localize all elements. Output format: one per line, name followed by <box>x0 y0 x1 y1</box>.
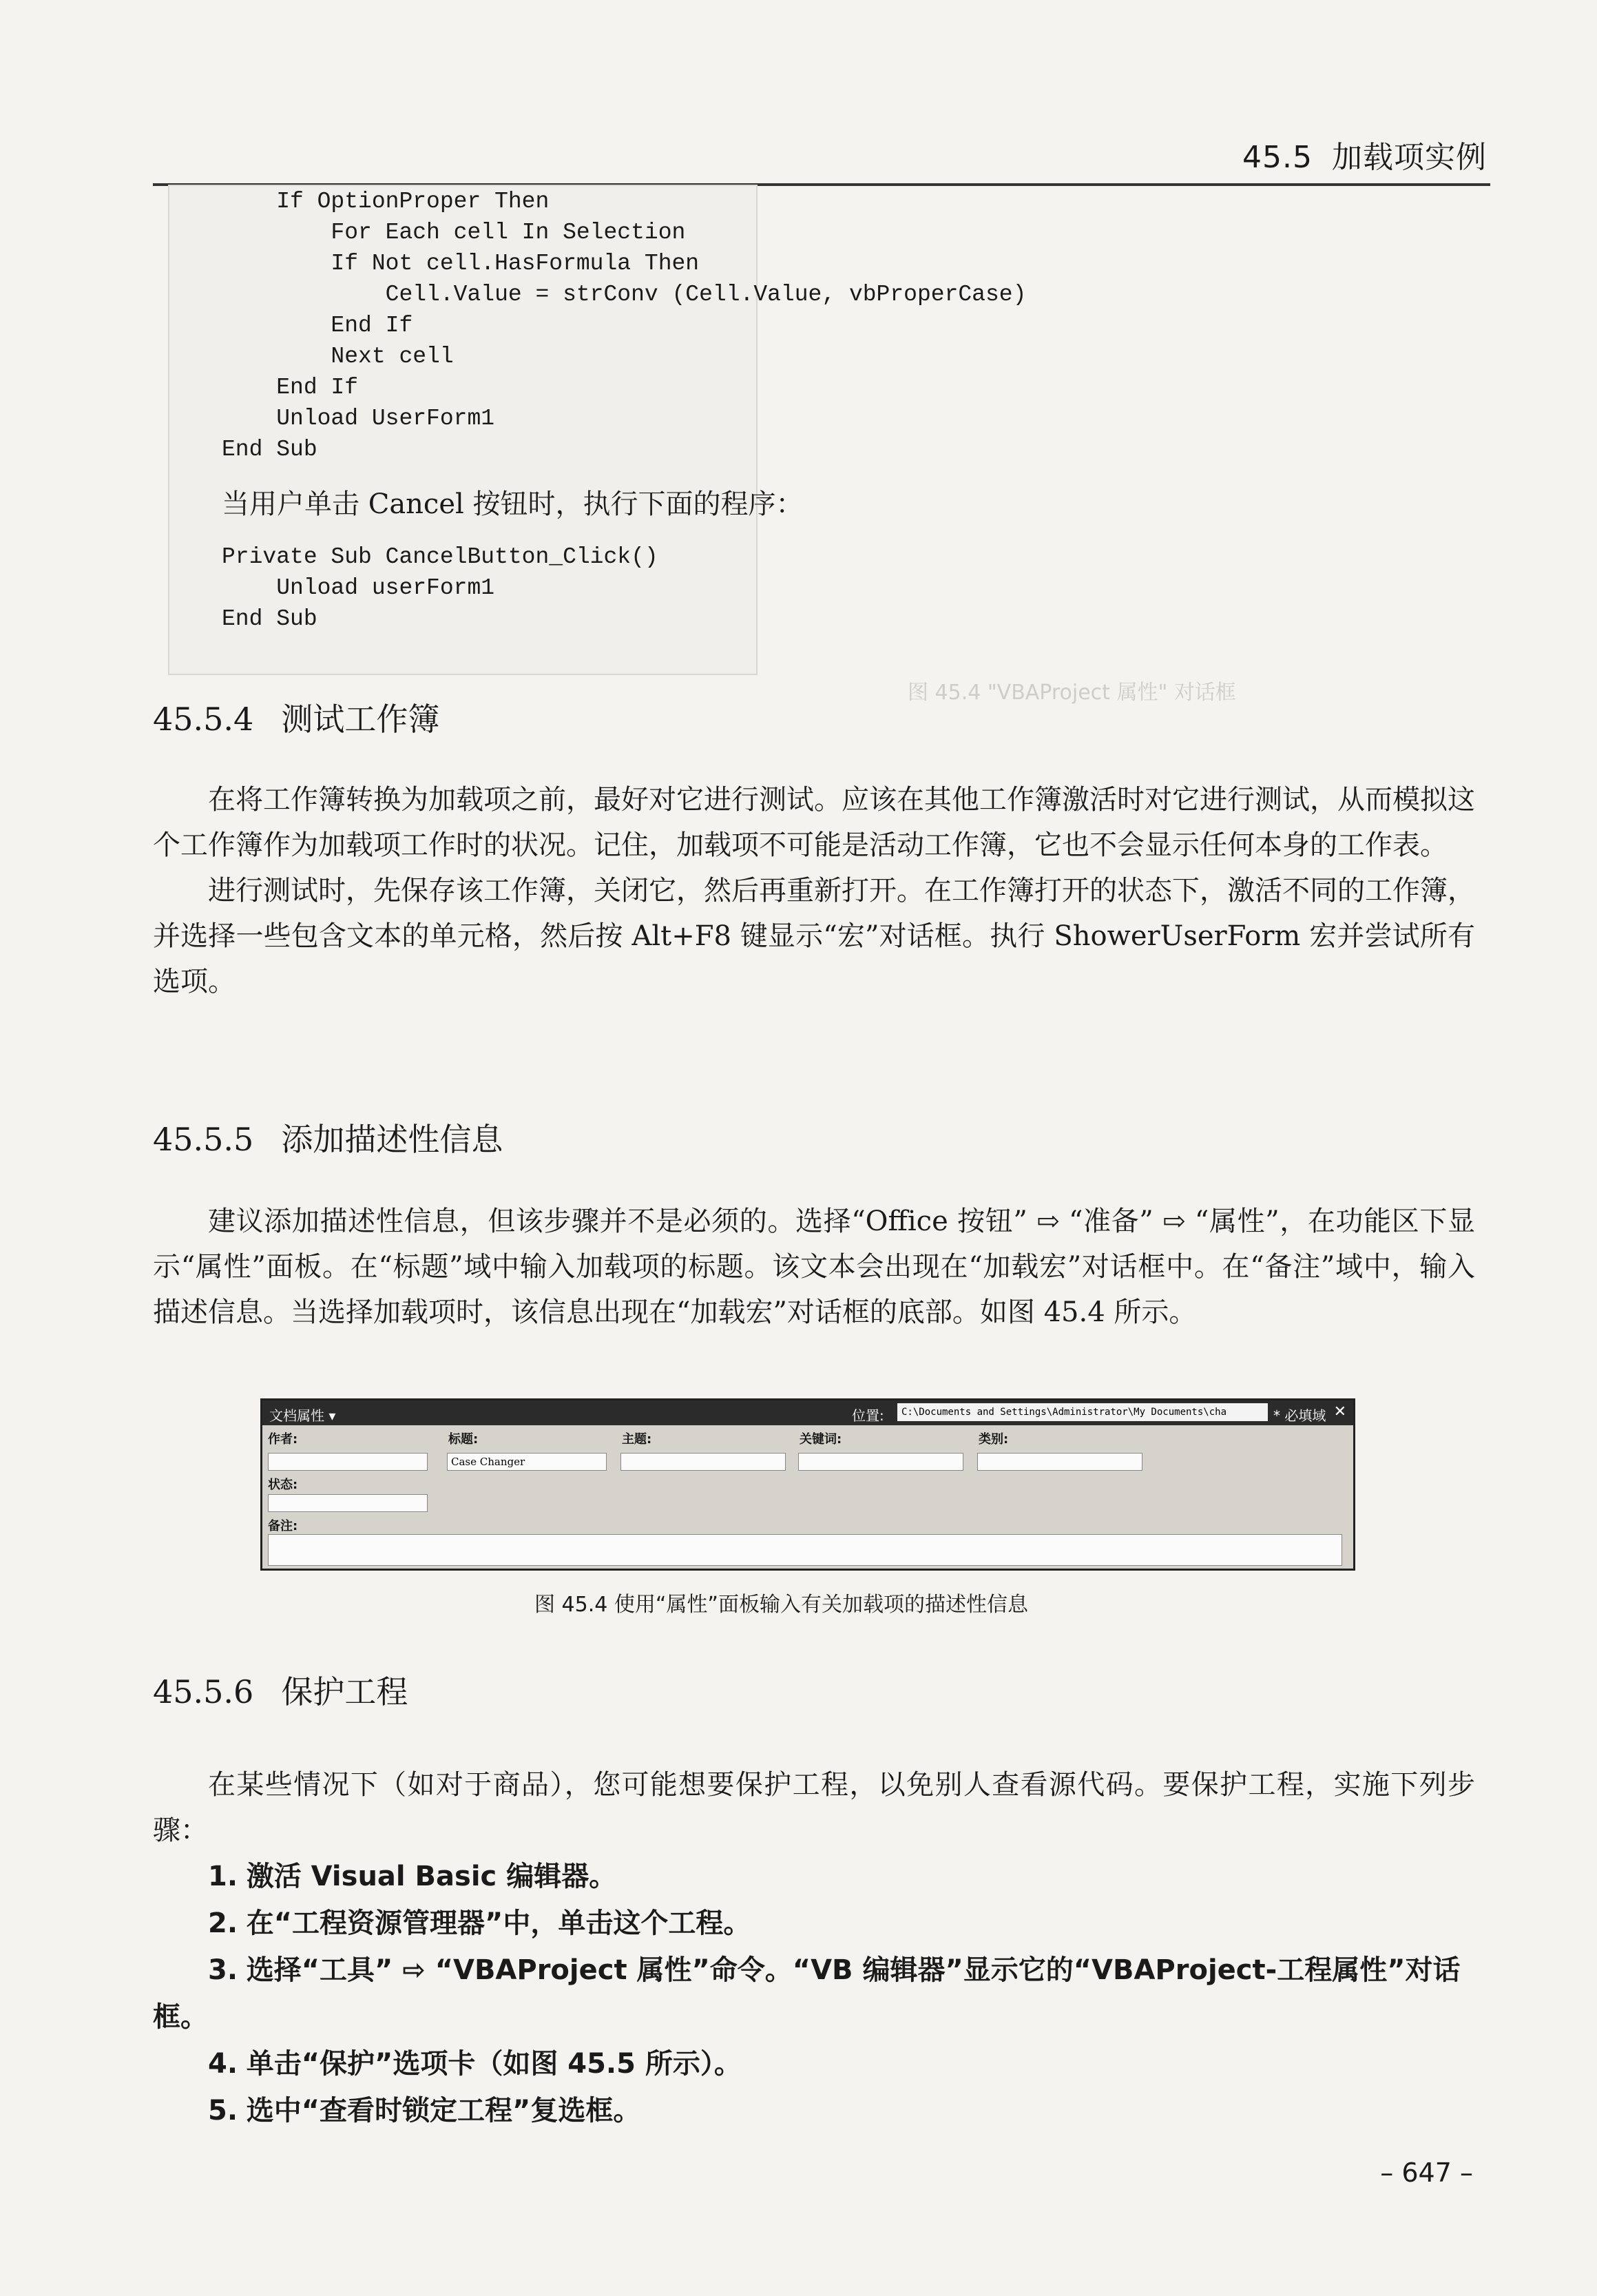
close-icon[interactable]: ✕ <box>1333 1403 1346 1420</box>
step-number: 3. <box>208 1954 238 1986</box>
code-block-1 <box>222 186 1026 465</box>
section-number: 45.5.5 <box>153 1121 254 1158</box>
step-number: 1. <box>208 1861 238 1892</box>
section-45-5-4-body <box>153 777 1475 1004</box>
status-field[interactable] <box>268 1494 428 1512</box>
step-number: 2. <box>208 1907 238 1939</box>
code-block-2 <box>222 541 658 634</box>
section-number: 45.5.6 <box>153 1673 254 1710</box>
running-header <box>1242 132 1487 176</box>
code-line: For Each cell In Selection <box>222 220 686 245</box>
location-field[interactable]: C:\Documents and Settings\Administrator\My Documents\cha <box>897 1403 1268 1421</box>
step-text: 选中“查看时锁定工程”复选框。 <box>246 2095 641 2127</box>
section-heading-45-5-5 <box>153 1115 503 1160</box>
section-heading-45-5-6 <box>153 1667 408 1713</box>
code-line: End Sub <box>222 606 317 632</box>
section-title: 测试工作簿 <box>281 701 440 738</box>
figure-caption: 图 45.4 使用“属性”面板输入有关加载项的描述性信息 <box>534 1593 1028 1617</box>
page-number: – 647 – <box>1380 2158 1473 2188</box>
step-text: 选择“工具” ⇨ “VBAProject 属性”命令。“VB 编辑器”显示它的“VBAProject-工程属性”对话框。 <box>153 1954 1461 2033</box>
code-line: Cell.Value = strConv (Cell.Value, vbProperCase) <box>222 282 1027 307</box>
code-line: Private Sub CancelButton_Click() <box>222 544 658 570</box>
code-line: Unload userForm1 <box>222 575 495 601</box>
comments-field[interactable] <box>268 1534 1342 1566</box>
section-title: 保护工程 <box>281 1673 408 1710</box>
cancel-intro-text: 当用户单击 Cancel 按钮时，执行下面的程序： <box>222 488 804 520</box>
list-item <box>153 2040 1475 2087</box>
header-section-title: 加载项实例 <box>1332 140 1487 175</box>
category-field[interactable] <box>977 1453 1142 1471</box>
code-line: End Sub <box>222 437 317 462</box>
code-line: If Not cell.HasFormula Then <box>222 251 700 276</box>
paragraph: 在将工作簿转换为加载项之前，最好对它进行测试。应该在其他工作簿激活时对它进行测试，从而模拟这个工作簿作为加载项工作时的状况。记住，加载项不可能是活动工作簿，它也不会显示任何本身的工作表。 <box>153 784 1475 861</box>
section-heading-45-5-4 <box>153 694 439 740</box>
code-line: Unload UserForm1 <box>222 406 495 431</box>
required-field-note: * 必填域 <box>1273 1407 1326 1424</box>
keywords-label: 关键词: <box>800 1432 842 1447</box>
author-field[interactable] <box>268 1453 428 1471</box>
panel-titlebar <box>262 1400 1353 1425</box>
keywords-field[interactable] <box>798 1453 963 1471</box>
list-item <box>153 1947 1475 2040</box>
subject-field[interactable] <box>620 1453 786 1471</box>
comments-label: 备注: <box>268 1519 298 1533</box>
list-item <box>153 2087 1475 2134</box>
subject-label: 主题: <box>622 1432 652 1447</box>
section-45-5-5-body <box>153 1199 1475 1335</box>
step-text: 单击“保护”选项卡（如图 45.5 所示）。 <box>246 2048 742 2080</box>
paragraph: 进行测试时，先保存该工作簿，关闭它，然后再重新打开。在工作簿打开的状态下，激活不同的工作簿，并选择一些包含文本的单元格，然后按 Alt+F8 键显示“宏”对话框。执行 ShowerUserForm 宏并尝试所有选项。 <box>153 875 1475 997</box>
code-line: End If <box>222 313 413 338</box>
document-properties-panel <box>260 1398 1355 1571</box>
step-number: 5. <box>208 2095 238 2127</box>
header-section-number: 45.5 <box>1242 140 1313 175</box>
location-label: 位置: <box>852 1407 884 1424</box>
title-field[interactable]: Case Changer <box>447 1453 607 1471</box>
list-item <box>153 1900 1475 1947</box>
paragraph: 在某些情况下（如对于商品），您可能想要保护工程，以免别人查看源代码。要保护工程，实施下列步骤： <box>153 1769 1475 1846</box>
code-line: End If <box>222 375 359 400</box>
step-text: 激活 Visual Basic 编辑器。 <box>246 1861 617 1892</box>
paragraph: 建议添加描述性信息，但该步骤并不是必须的。选择“Office 按钮” ⇨ “准备” ⇨ “属性”，在功能区下显示“属性”面板。在“标题”域中输入加载项的标题。该文本会出现在“加载宏”对话框中。在“备注”域中，输入描述信息。当选择加载项时，该信息出现在“加载宏”对话框的底部。如图 45.4 所示。 <box>153 1206 1475 1328</box>
code-line: Next cell <box>222 344 454 369</box>
bleed-through-caption: 图 45.4 "VBAProject 属性" 对话框 <box>908 681 1236 705</box>
step-number: 4. <box>208 2048 238 2080</box>
code-line: If OptionProper Then <box>222 189 550 214</box>
section-45-5-6-body <box>153 1762 1475 2134</box>
author-label: 作者: <box>268 1432 298 1447</box>
step-text: 在“工程资源管理器”中，单击这个工程。 <box>246 1907 751 1939</box>
list-item <box>153 1853 1475 1900</box>
category-label: 类别: <box>979 1432 1009 1447</box>
protect-steps-list <box>153 1853 1475 2134</box>
title-label: 标题: <box>448 1432 479 1447</box>
section-number: 45.5.4 <box>153 701 254 738</box>
section-title: 添加描述性信息 <box>281 1121 503 1158</box>
panel-title[interactable]: 文档属性 ▾ <box>269 1407 336 1424</box>
status-label: 状态: <box>268 1478 298 1492</box>
